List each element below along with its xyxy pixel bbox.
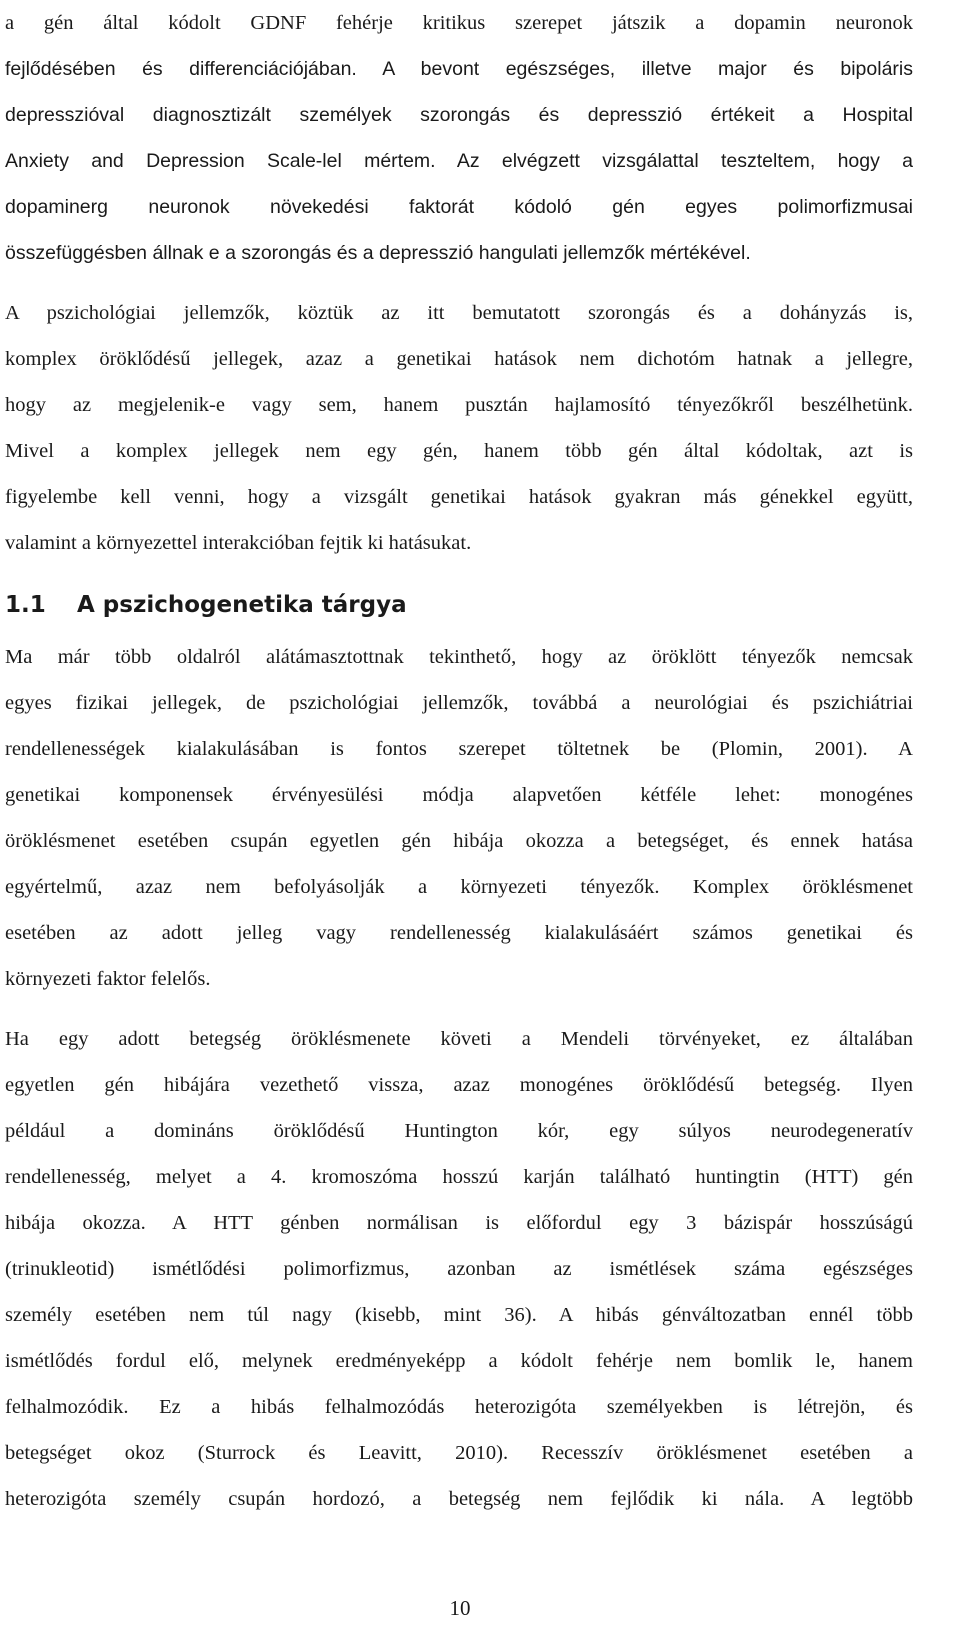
text-line: személy esetében nem túl nagy (kisebb, mint 36). A hibás génváltozatban ennél több <box>5 1304 913 1326</box>
paragraph <box>5 1016 913 1522</box>
text-line: komplex öröklődésű jellegek, azaz a genetikai hatások nem dichotóm hatnak a jellegre, <box>5 348 913 370</box>
text-line: figyelembe kell venni, hogy a vizsgált genetikai hatások gyakran más génekkel együtt, <box>5 486 913 508</box>
text-line: Ha egy adott betegség öröklésmenete követi a Mendeli törvényeket, ez általában <box>5 1028 913 1050</box>
text-line: a gén által kódolt GDNF fehérje kritikus szerepet játszik a dopamin neuronok <box>5 12 913 34</box>
text-line: A pszichológiai jellemzők, köztük az itt bemutatott szorongás és a dohányzás is, <box>5 302 913 324</box>
text-line: fejlődésében és differenciációjában. A bevont egészséges, illetve major és bipoláris <box>5 58 913 80</box>
text-line: (trinukleotid) ismétlődési polimorfizmus, azonban az ismétlések száma egészséges <box>5 1258 913 1280</box>
text-line: dopaminerg neuronok növekedési faktorát kódoló gén egyes polimorfizmusai <box>5 196 913 218</box>
text-line: ismétlődés fordul elő, melynek eredményeképp a kódolt fehérje nem bomlik le, hanem <box>5 1350 913 1372</box>
text-line: esetében az adott jelleg vagy rendellenesség kialakulásáért számos genetikai és <box>5 922 913 944</box>
text-line: genetikai komponensek érvényesülési módja alapvetően kétféle lehet: monogénes <box>5 784 913 806</box>
text-line: egyetlen gén hibájára vezethető vissza, azaz monogénes öröklődésű betegség. Ilyen <box>5 1074 913 1096</box>
text-line: Anxiety and Depression Scale-lel mértem. Az elvégzett vizsgálattal teszteltem, hogy a <box>5 150 913 172</box>
text-line: egyértelmű, azaz nem befolyásolják a környezeti tényezők. Komplex öröklésmenet <box>5 876 913 898</box>
paragraph <box>5 634 913 1002</box>
text-line: depresszióval diagnosztizált személyek szorongás és depresszió értékeit a Hospital <box>5 104 913 126</box>
paragraph <box>5 0 913 276</box>
text-line: hogy az megjelenik-e vagy sem, hanem pusztán hajlamosító tényezőkről beszélhetünk. <box>5 394 913 416</box>
text-line: rendellenesség, melyet a 4. kromoszóma hosszú karján található huntingtin (HTT) gén <box>5 1166 913 1188</box>
text-line: például a domináns öröklődésű Huntington kór, egy súlyos neurodegeneratív <box>5 1120 913 1142</box>
page-number: 10 <box>449 1596 471 1620</box>
paragraph-gap <box>5 276 913 290</box>
paragraph-gap <box>5 566 913 576</box>
document-page <box>5 0 913 1522</box>
text-line: környezeti faktor felelős. <box>5 968 211 990</box>
text-line: valamint a környezettel interakcióban fejtik ki hatásukat. <box>5 532 472 554</box>
text-line: hibája okozza. A HTT génben normálisan is előfordul egy 3 bázispár hosszúságú <box>5 1212 913 1234</box>
text-line: rendellenességek kialakulásában is fontos szerepet töltetnek be (Plomin, 2001). A <box>5 738 913 760</box>
text-line: összefüggésben állnak e a szorongás és a depresszió hangulati jellemzők mértékével. <box>5 242 751 264</box>
text-line: Ma már több oldalról alátámasztottnak tekinthető, hogy az öröklött tényezők nemcsak <box>5 646 913 668</box>
text-line: heterozigóta személy csupán hordozó, a betegség nem fejlődik ki nála. A legtöbb <box>5 1488 913 1510</box>
section-heading <box>5 576 913 634</box>
section-title: A pszichogenetika tárgya <box>77 592 407 618</box>
text-line: felhalmozódik. Ez a hibás felhalmozódás heterozigóta személyekben is létrejön, és <box>5 1396 913 1418</box>
paragraph-gap <box>5 1002 913 1016</box>
paragraph <box>5 290 913 566</box>
section-number: 1.1 <box>5 592 46 618</box>
text-line: Mivel a komplex jellegek nem egy gén, hanem több gén által kódoltak, azt is <box>5 440 913 462</box>
text-line: betegséget okoz (Sturrock és Leavitt, 2010). Recesszív öröklésmenet esetében a <box>5 1442 913 1464</box>
text-line: egyes fizikai jellegek, de pszichológiai jellemzők, továbbá a neurológiai és pszichiátriai <box>5 692 913 714</box>
text-line: öröklésmenet esetében csupán egyetlen gén hibája okozza a betegséget, és ennek hatása <box>5 830 913 852</box>
